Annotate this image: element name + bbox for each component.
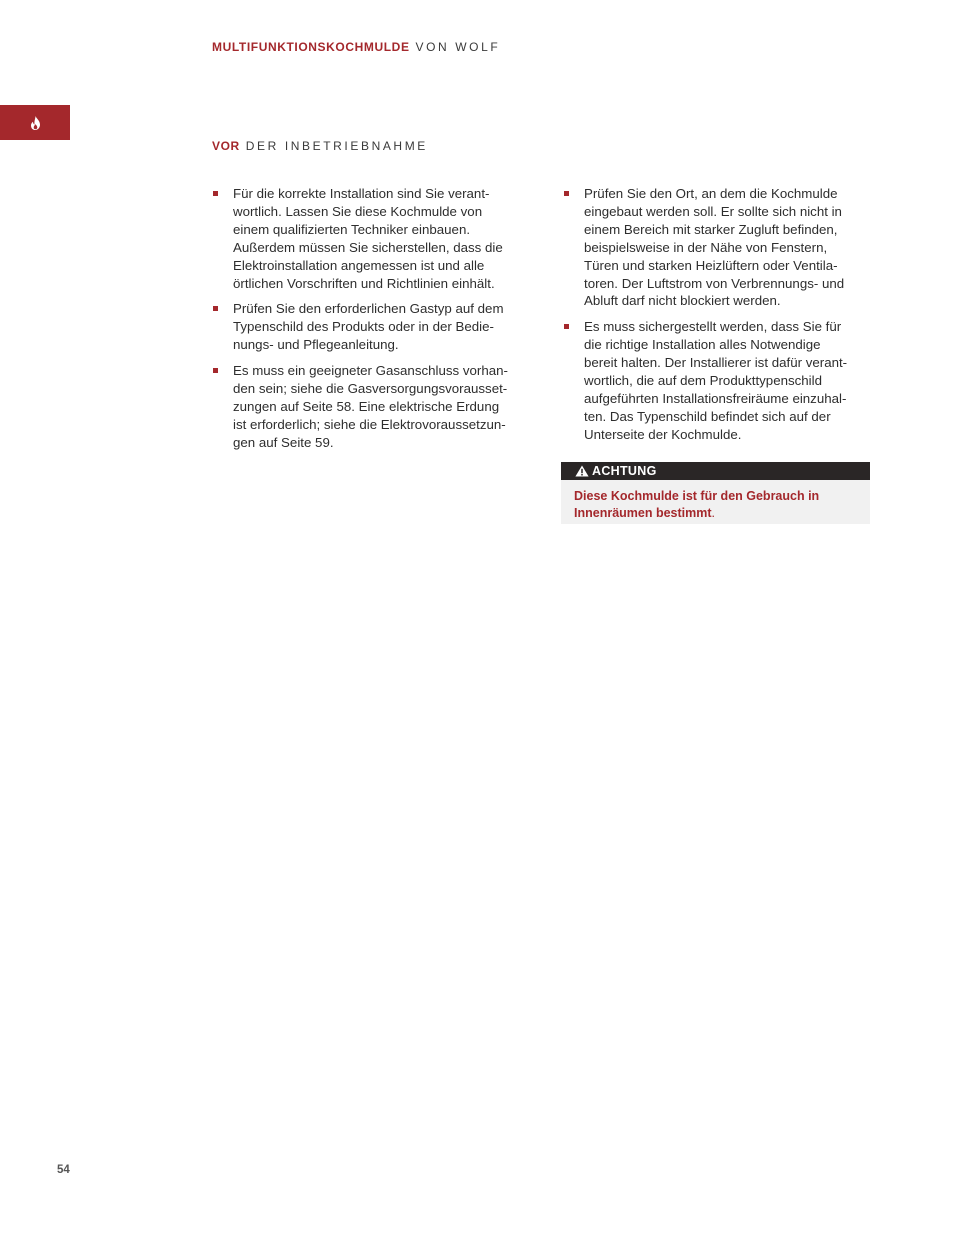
bullet-square-icon xyxy=(213,306,218,311)
bullet-square-icon xyxy=(564,191,569,196)
section-tab xyxy=(0,105,70,140)
list-item xyxy=(563,185,875,310)
list-item xyxy=(212,300,532,354)
list-item xyxy=(212,185,532,292)
warning-triangle-icon xyxy=(575,465,589,477)
header-brand: VON WOLF xyxy=(415,40,501,54)
warning-text: Diese Kochmulde ist für den Gebrauch in Innenräumen bestimmt xyxy=(574,489,820,520)
warning-text-end: . xyxy=(711,505,716,520)
list-item xyxy=(563,318,875,443)
section-title-rest: DER INBETRIEBNAHME xyxy=(245,139,428,153)
page-number: 54 xyxy=(57,1164,70,1176)
list-item xyxy=(212,362,532,452)
warning-label: ACHTUNG xyxy=(592,464,657,478)
list-item-text: Es muss sichergestellt werden, dass Sie für die richtige Installation alles Notwendige bereit halten. Der Installierer ist dafür verant- wortlich, die auf dem Produkttypenschild aufgeführten Installationsfreiräume einzuhal- ten. Das Typenschild befindet sich auf der Unterseite der Kochmulde. xyxy=(584,319,848,442)
header-product-name: MULTIFUNKTIONSKOCHMULDE xyxy=(212,40,410,54)
warning-body xyxy=(561,480,870,524)
list-item-text: Es muss ein geeigneter Gasanschluss vorhan- den sein; siehe die Gasversorgungsvorausset- zungen auf Seite 58. Eine elektrische Erdung ist erforderlich; siehe die Elektrovoraussetzun- gen auf Seite 59. xyxy=(233,363,508,450)
list-item-text: Prüfen Sie den Ort, an dem die Kochmulde eingebaut werden soll. Er sollte sich nicht in einem Bereich mit starker Zugluft befinden, beispielsweise in der Nähe von Fenstern, Türen und starken Heizlüftern oder Ventila- toren. Der Luftstrom von Verbrennungs- und Abluft darf nicht blockiert werden. xyxy=(584,186,845,309)
list-item-text: Prüfen Sie den erforderlichen Gastyp auf dem Typenschild des Produkts oder in der Bedie- nungs- und Pflegeanleitung. xyxy=(233,301,504,353)
bullet-square-icon xyxy=(213,191,218,196)
section-title-accent: VOR xyxy=(212,139,240,153)
left-column-list xyxy=(212,185,532,460)
running-header xyxy=(212,40,500,54)
warning-box xyxy=(561,462,870,524)
warning-header xyxy=(561,462,870,480)
section-title xyxy=(212,139,428,153)
bullet-square-icon xyxy=(213,368,218,373)
right-column-list xyxy=(563,185,875,452)
flame-icon xyxy=(30,116,41,130)
list-item-text: Für die korrekte Installation sind Sie verant- wortlich. Lassen Sie diese Kochmulde von einem qualifizierten Techniker einbauen. Außerdem müssen Sie sicherstellen, dass die Elektroinstallation angemessen ist und alle örtlichen Vorschriften und Richtlinien einhält. xyxy=(233,186,503,291)
bullet-square-icon xyxy=(564,324,569,329)
